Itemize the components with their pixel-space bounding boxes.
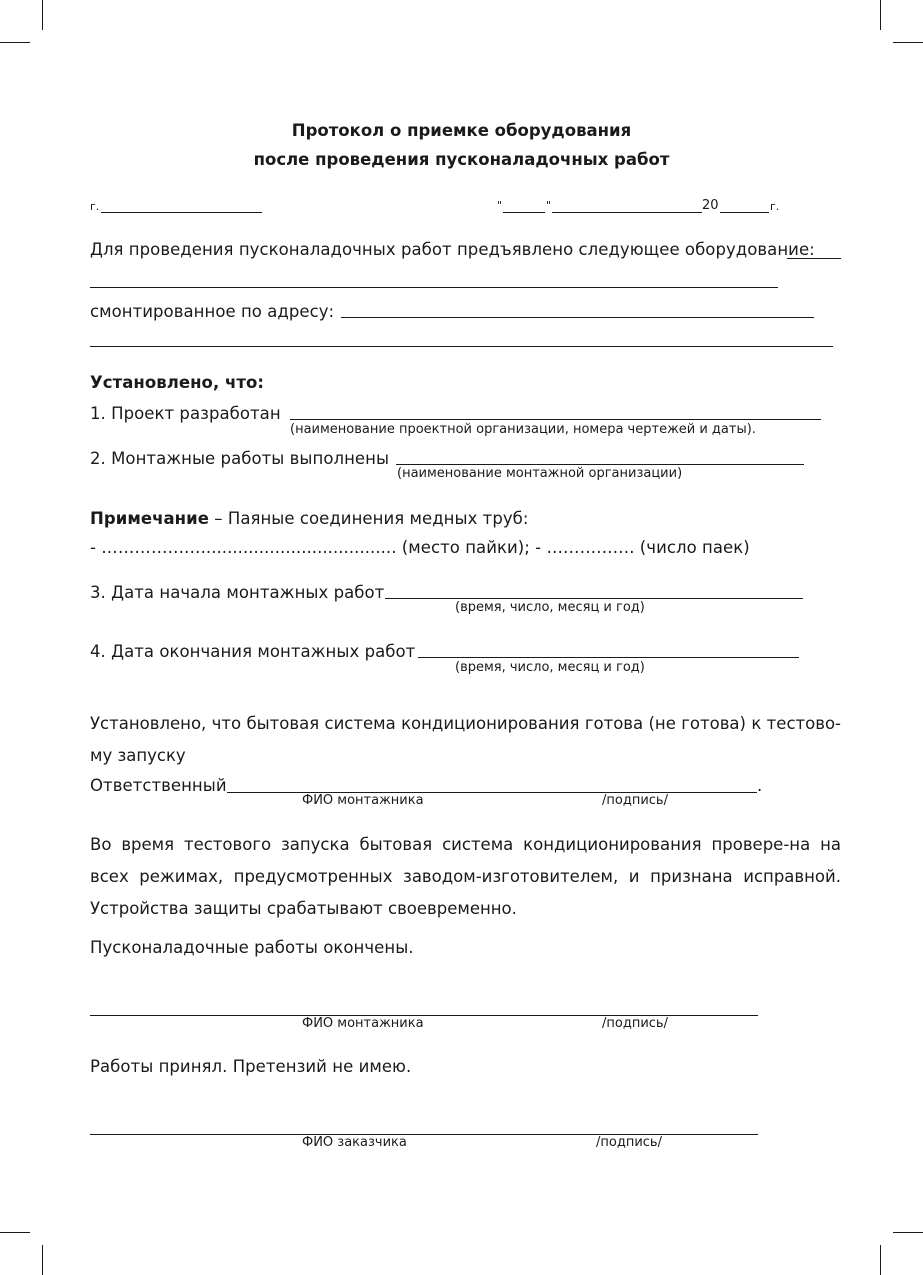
- installer-fio-caption: ФИО монтажника: [302, 1016, 424, 1031]
- crop-mark-bottom-left-v: [42, 1245, 43, 1275]
- customer-sign-caption: /подпись/: [596, 1135, 662, 1150]
- note-line: [90, 509, 529, 528]
- date-year-field[interactable]: [720, 212, 769, 213]
- item1-field[interactable]: [290, 419, 821, 420]
- date-century: 20: [702, 198, 719, 213]
- ready-paragraph: Установлено, что бытовая система кондиционирования готова (не готова) к тестово-му запуску: [90, 714, 841, 765]
- document-title-line2: после проведения пусконаладочных работ: [253, 150, 670, 169]
- crop-mark-top-right-h: [893, 42, 923, 43]
- crop-mark-bottom-right-h: [893, 1232, 923, 1233]
- address-field-2[interactable]: [90, 346, 833, 347]
- item2-caption: (наименование монтажной организации): [397, 466, 683, 481]
- customer-fio-caption: ФИО заказчика: [302, 1135, 407, 1150]
- item2-field[interactable]: [396, 464, 804, 465]
- crop-mark-top-left-v: [42, 0, 43, 30]
- place-prefix: г.: [90, 200, 100, 213]
- crop-mark-bottom-right-v: [880, 1245, 881, 1275]
- finished-text: Пусконаладочные работы окончены.: [90, 938, 414, 957]
- item1-caption: (наименование проектной организации, номера чертежей и даты).: [290, 422, 756, 437]
- responsible-label: Ответственный: [90, 776, 227, 795]
- date-year-suffix: г.: [770, 200, 780, 213]
- item3-caption: (время, число, месяц и год): [455, 600, 645, 615]
- crop-mark-top-right-v: [880, 0, 881, 30]
- item4-caption: (время, число, месяц и год): [455, 660, 645, 675]
- address-field-1[interactable]: [341, 317, 814, 318]
- note-dots-line: - ………………..................................... (место пайки); - ……………. (число паек): [90, 538, 750, 557]
- note-text: – Паяные соединения медных труб:: [208, 509, 529, 528]
- date-quote-close: ": [546, 199, 552, 212]
- equipment-field-2[interactable]: [90, 287, 778, 288]
- item4-label: 4. Дата окончания монтажных работ: [90, 642, 416, 661]
- mounted-address-label: смонтированное по адресу:: [90, 302, 335, 321]
- item4-field[interactable]: [418, 657, 799, 658]
- crop-mark-bottom-left-h: [0, 1232, 30, 1233]
- item2-label: 2. Монтажные работы выполнены: [90, 449, 390, 468]
- crop-mark-top-left-h: [0, 42, 30, 43]
- item3-label: 3. Дата начала монтажных работ: [90, 583, 385, 602]
- item1-label: 1. Проект разработан: [90, 404, 281, 423]
- responsible-sign-caption: /подпись/: [602, 793, 668, 808]
- date-day-field[interactable]: [503, 212, 545, 213]
- place-field[interactable]: [101, 212, 262, 213]
- date-quote-open: ": [497, 199, 503, 212]
- established-heading: Установлено, что:: [90, 373, 265, 392]
- test-paragraph: Во время тестового запуска бытовая система кондиционирования провере-на на всех режимах, предусмотренных заводом-изготовителем, и признана исправной. Устройства защиты срабатывают своевременно.: [90, 835, 841, 918]
- accepted-text: Работы принял. Претензий не имею.: [90, 1057, 412, 1076]
- note-label: Примечание: [90, 509, 209, 528]
- installer-sign-caption: /подпись/: [602, 1016, 668, 1031]
- responsible-end: .: [757, 776, 763, 795]
- equipment-field-1[interactable]: [787, 258, 841, 259]
- date-month-field[interactable]: [552, 212, 702, 213]
- responsible-fio-caption: ФИО монтажника: [302, 793, 424, 808]
- document-title-line1: Протокол о приемке оборудования: [291, 121, 632, 140]
- item3-field[interactable]: [385, 598, 803, 599]
- equipment-presented-label: Для проведения пусконаладочных работ предъявлено следующее оборудование:: [90, 240, 815, 259]
